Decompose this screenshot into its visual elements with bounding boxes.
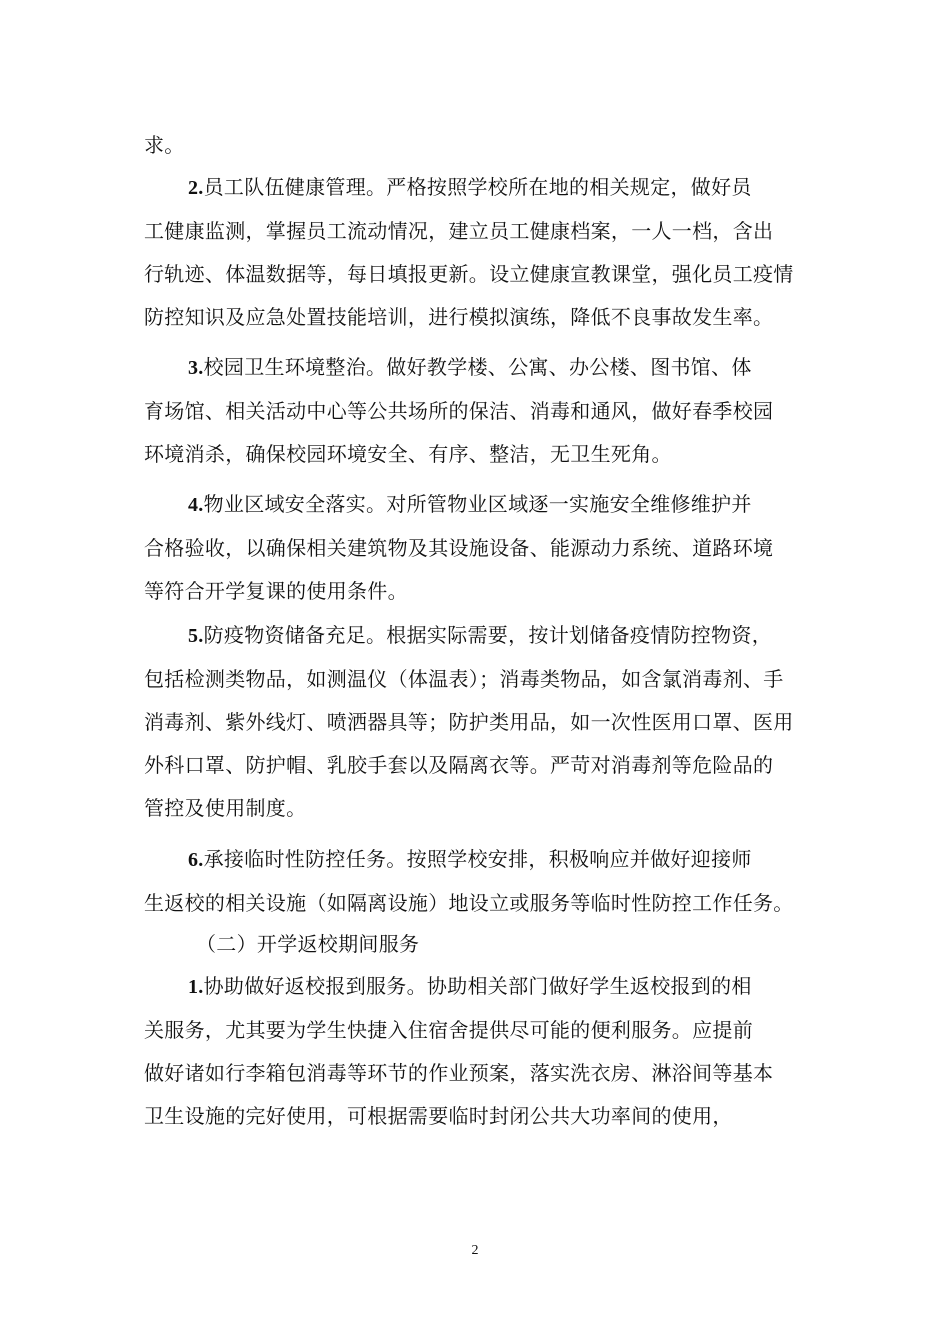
text-line: 消毒剂、紫外线灯、喷洒器具等；防护类用品，如一次性医用口罩、医用 bbox=[144, 710, 794, 734]
text-line bbox=[144, 614, 812, 658]
text-line bbox=[144, 838, 812, 882]
text-line: 求。 bbox=[144, 133, 185, 157]
text-line: 行轨迹、体温数据等，每日填报更新。设立健康宣教课堂，强化员工疫情 bbox=[144, 262, 794, 286]
text-line: 防控知识及应急处置技能培训，进行模拟演练，降低不良事故发生率。 bbox=[144, 305, 774, 329]
paragraph-staff-health bbox=[144, 166, 812, 339]
paragraph-return-registration bbox=[144, 965, 812, 1138]
text-line bbox=[144, 483, 812, 527]
paragraph-property-safety bbox=[144, 483, 812, 613]
text-line bbox=[144, 346, 812, 390]
text-line: 环境消杀，确保校园环境安全、有序、整洁，无卫生死角。 bbox=[144, 442, 672, 466]
item-number: 6. bbox=[188, 849, 204, 871]
paragraph-campus-hygiene bbox=[144, 346, 812, 476]
text-line: （二）开学返校期间服务 bbox=[196, 932, 420, 956]
paragraph-continuation bbox=[144, 124, 812, 167]
text-segment: 承接临时性防控任务。按照学校安排，积极响应并做好迎接师 bbox=[203, 847, 752, 871]
text-line: 等符合开学复课的使用条件。 bbox=[144, 579, 408, 603]
item-number: 4. bbox=[188, 494, 204, 516]
text-line: 工健康监测，掌握员工流动情况，建立员工健康档案，一人一档，含出 bbox=[144, 219, 774, 243]
text-line: 管控及使用制度。 bbox=[144, 796, 307, 820]
text-segment: 员工队伍健康管理。严格按照学校所在地的相关规定，做好员 bbox=[203, 175, 752, 199]
text-line: 生返校的相关设施（如隔离设施）地设立或服务等临时性防控工作任务。 bbox=[144, 891, 794, 915]
item-number: 1. bbox=[188, 976, 204, 998]
page-number: 2 bbox=[471, 1243, 479, 1258]
text-line: 育场馆、相关活动中心等公共场所的保洁、消毒和通风，做好春季校园 bbox=[144, 399, 774, 423]
text-line: 合格验收，以确保相关建筑物及其设施设备、能源动力系统、道路环境 bbox=[144, 536, 774, 560]
text-segment: 物业区域安全落实。对所管物业区域逐一实施安全维修维护并 bbox=[203, 492, 752, 516]
text-line bbox=[144, 965, 812, 1009]
text-segment: 协助做好返校报到服务。协助相关部门做好学生返校报到的相 bbox=[203, 974, 752, 998]
paragraph-temporary-tasks bbox=[144, 838, 812, 925]
text-line bbox=[144, 166, 812, 210]
text-line: 做好诸如行李箱包消毒等环节的作业预案，落实洗衣房、淋浴间等基本 bbox=[144, 1061, 774, 1085]
text-line: 关服务，尤其要为学生快捷入住宿舍提供尽可能的便利服务。应提前 bbox=[144, 1018, 753, 1042]
item-number: 5. bbox=[188, 625, 204, 647]
paragraph-epidemic-supplies bbox=[144, 614, 812, 830]
text-line: 包括检测类物品，如测温仪（体温表）；消毒类物品，如含氯消毒剂、手 bbox=[144, 667, 784, 691]
item-number: 2. bbox=[188, 177, 204, 199]
text-segment: 校园卫生环境整治。做好教学楼、公寓、办公楼、图书馆、体 bbox=[203, 355, 752, 379]
text-line: 卫生设施的完好使用，可根据需要临时封闭公共大功率间的使用， bbox=[144, 1104, 733, 1128]
text-line: 外科口罩、防护帽、乳胶手套以及隔离衣等。严苛对消毒剂等危险品的 bbox=[144, 753, 774, 777]
section-heading bbox=[144, 923, 812, 966]
item-number: 3. bbox=[188, 357, 204, 379]
text-segment: 防疫物资储备充足。根据实际需要，按计划储备疫情防控物资， bbox=[203, 623, 773, 647]
